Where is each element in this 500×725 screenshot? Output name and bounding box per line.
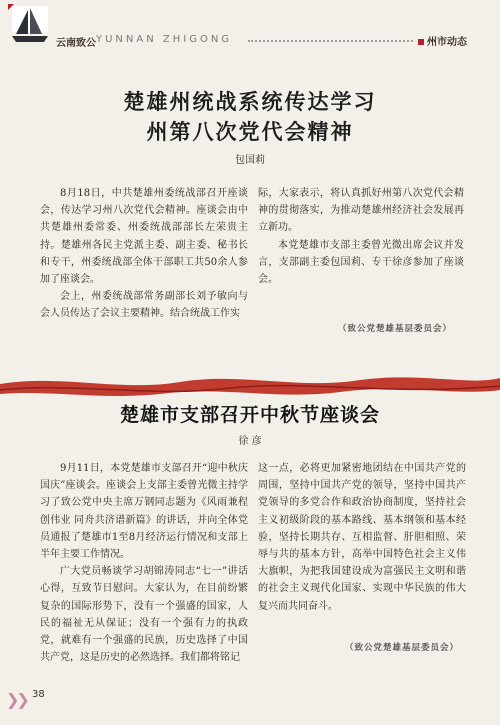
square-bullet-icon [418,39,424,45]
article1-right-column [258,185,464,288]
section-tag [418,33,467,48]
double-chevron-icon: ❯❯ [6,690,27,709]
article1-source: （致公党楚雄基层委员会） [338,324,453,334]
article2-left-column [40,460,248,666]
section-label: 州市动态 [427,37,467,48]
article1-paragraph: 8月18日，中共楚雄州委统战部召开座谈会，传达学习州八次党代会精神。座谈会由中共楚雄州委常委、州委统战部部长左荣贵主持。楚雄州各民主党派主委、副主委、秘书长和专干，州委统战部全体干部职工共50余人参加了座谈会。 [40,188,248,286]
magazine-name-en: YUNNAN ZHIGONG [96,34,233,45]
header-dotted-rule [248,40,413,42]
article2-paragraph: 9月11日，本党楚雄市支部召开“迎中秋庆国庆”座谈会。座谈会上支部主委曾光微主持学习了致公党中央主席万钢同志题为《风雨兼程创伟业 同舟共济谱新篇》的讲话，并向全体党员通报了楚雄市1至8月经济运行情况和支部上半年主要工作情况。 [40,463,248,561]
article1-paragraph: 会上，州委统战部常务副部长刘予敏向与会人员传达了会议主要精神。结合统战工作实 [40,291,248,320]
page-header [0,0,500,52]
article2-paragraph: 这一点，必将更加紧密地团结在中国共产党的周围，坚持中国共产党的领导，坚持中国共产党领导的多党合作和政治协商制度，坚持社会主义初级阶段的基本路线、基本纲领和基本经验，坚持长期共存、互相监督、肝胆相照、荣辱与共的基本方针，高举中国特色社会主义伟大旗帜，为把我国建设成为富强民主文明和谐的社会主义现代化国家、实现中华民族的伟大复兴而共同奋斗。 [258,463,466,612]
page-number: 38 [32,689,45,700]
article1-author: 包国莉 [235,155,265,166]
article1-left-column [40,185,248,323]
article2-source: （致公党楚雄基层委员会） [345,643,460,653]
article1-title-line2: 州第八次党代会精神 [146,120,354,144]
article2-paragraph: 广大党员畅谈学习胡锦涛同志“七一”讲话心得，互致节日慰问。大家认为，在目前纷繁复杂的国际形势下，没有一个强盛的国家，人民的福祉无从保证；没有一个强有力的执政党，就难有一个强盛的民族，历史选择了中国共产党，这是历史的必然选择。我们都将铭记 [40,566,248,664]
article1-title-line1: 楚雄州统战系统传达学习 [123,90,377,114]
article1-paragraph: 本党楚雄市支部主委曾光微出席会议并发言，支部副主委包国莉、专干徐彦参加了座谈会。 [258,239,464,286]
article2-author: 徐 彦 [238,436,262,447]
decorative-banner [0,360,500,400]
article1-paragraph: 际，大家表示，将认真抓好州第八次党代会精神的贯彻落实，为推动楚雄州经济社会发展再立新功。 [258,188,464,234]
magazine-name-cn: 云南致公 [56,38,96,49]
sailboat-logo-icon [8,4,52,48]
article2-title: 楚雄市支部召开中秋节座谈会 [119,404,380,426]
article2-right-column [258,460,466,615]
